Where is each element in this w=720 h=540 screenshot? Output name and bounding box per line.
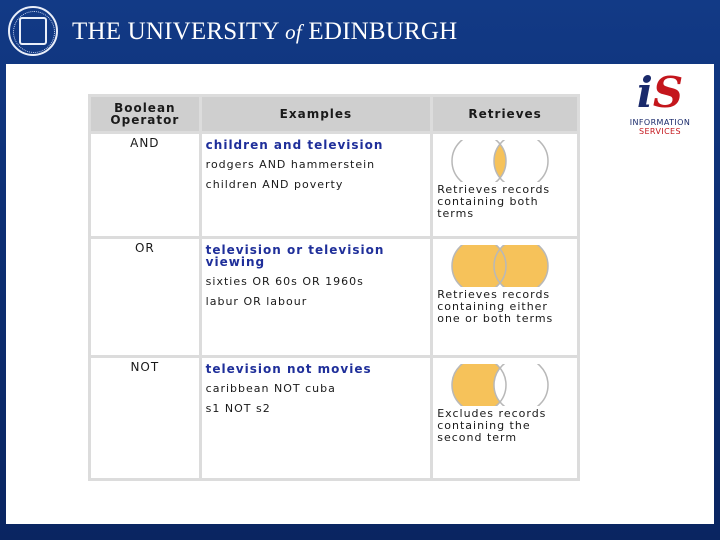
university-name-after: EDINBURGH [301, 18, 458, 45]
operator-cell: NOT [90, 357, 201, 480]
example-item: labur OR labour [205, 295, 308, 308]
is-logo-mark [620, 68, 700, 118]
header-examples: Examples [200, 96, 432, 133]
venn-or-icon [449, 245, 551, 287]
university-name-of: of [285, 20, 302, 44]
example-title: television or television viewing [205, 243, 385, 269]
university-crest-icon [8, 6, 58, 56]
is-logo-line2: SERVICES [638, 127, 681, 136]
table-header-row [90, 96, 579, 133]
operator-cell: AND [90, 133, 201, 238]
crest-ring [13, 11, 55, 53]
retrieves-description: Retrieves records containing either one or both terms [437, 288, 554, 325]
example-item: sixties OR 60s OR 1960s [205, 275, 364, 288]
header-retrieves: Retrieves [432, 96, 579, 133]
examples-cell [200, 357, 432, 480]
is-logo-i: i [636, 68, 653, 117]
examples-cell [200, 238, 432, 357]
university-header [0, 0, 720, 62]
example-item: s1 NOT s2 [205, 402, 271, 415]
example-item: children AND poverty [205, 178, 344, 191]
retrieves-description: Retrieves records containing both terms [437, 183, 551, 220]
slide-content [6, 64, 714, 524]
header-boolean-operator: Boolean Operator [90, 96, 201, 133]
table-row [90, 357, 579, 480]
operator-cell: OR [90, 238, 201, 357]
example-title: children and television [205, 138, 384, 152]
retrieves-cell [432, 133, 579, 238]
information-services-logo [620, 68, 700, 136]
university-name-before: THE UNIVERSITY [72, 18, 286, 45]
retrieves-cell [432, 357, 579, 480]
university-name [72, 18, 457, 46]
venn-not-icon [449, 364, 551, 406]
example-item: rodgers AND hammerstein [205, 158, 376, 171]
is-logo-s: S [652, 68, 684, 117]
is-logo-line1: INFORMATION [629, 118, 691, 127]
examples-cell [200, 133, 432, 238]
example-title: television not movies [205, 362, 372, 376]
boolean-operators-table [88, 94, 580, 481]
table-row [90, 133, 579, 238]
table-row [90, 238, 579, 357]
retrieves-cell [432, 238, 579, 357]
example-item: caribbean NOT cuba [205, 382, 336, 395]
venn-and-icon [449, 140, 551, 182]
retrieves-description: Excludes records containing the second term [437, 407, 547, 444]
